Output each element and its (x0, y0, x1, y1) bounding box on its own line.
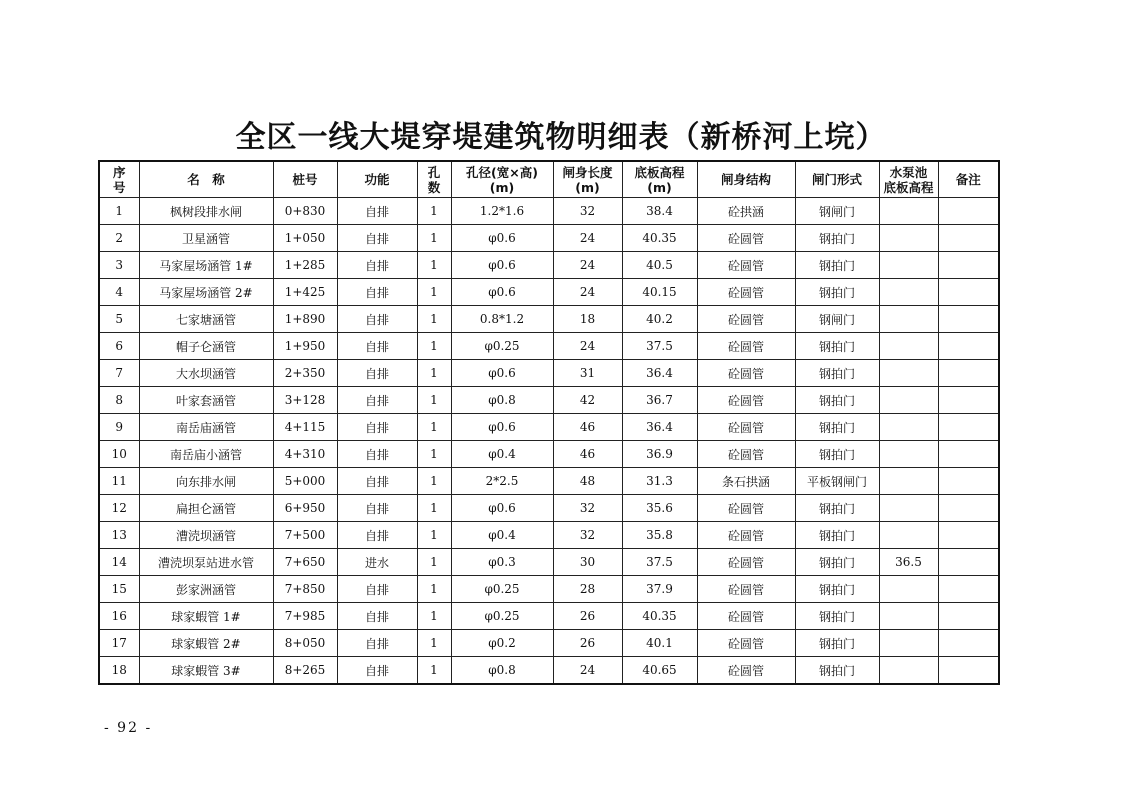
table-body (99, 198, 999, 685)
column-header-sublabel: (m) (647, 179, 672, 195)
column-header-label: 功能 (364, 172, 390, 187)
table-cell: 钢拍门 (795, 630, 879, 657)
table-cell: 4+115 (273, 414, 337, 441)
table-cell: 1 (417, 441, 451, 468)
table-cell (938, 387, 999, 414)
table-cell: 砼圆管 (697, 630, 795, 657)
table-cell: 30 (553, 549, 622, 576)
column-header-label: 备注 (955, 172, 981, 187)
table-cell: 24 (553, 279, 622, 306)
table-cell: 37.5 (622, 549, 697, 576)
table-cell: 31 (553, 360, 622, 387)
table-cell: 7+500 (273, 522, 337, 549)
table-row (99, 279, 999, 306)
table-cell: φ0.6 (451, 360, 553, 387)
table-cell: 40.5 (622, 252, 697, 279)
column-header (99, 161, 139, 198)
column-header-label: 孔 (427, 164, 441, 180)
table-cell: 26 (553, 630, 622, 657)
table-cell (879, 306, 938, 333)
table-cell: 38.4 (622, 198, 697, 225)
table-cell: 1 (417, 387, 451, 414)
table-cell (879, 414, 938, 441)
table-cell: 18 (99, 657, 139, 685)
column-header-label: 名 称 (187, 172, 225, 187)
table-cell (879, 198, 938, 225)
table-row (99, 468, 999, 495)
table-cell: 1 (417, 414, 451, 441)
table-cell: φ0.4 (451, 441, 553, 468)
page-title: 全区一线大堤穿堤建筑物明细表（新桥河上垸） (235, 120, 887, 155)
table-cell: 南岳庙小涵管 (139, 441, 273, 468)
table-cell: 自排 (337, 414, 417, 441)
table-cell (938, 198, 999, 225)
column-header-sublabel: 底板高程 (883, 179, 934, 195)
table-cell: 7 (99, 360, 139, 387)
table-cell (879, 225, 938, 252)
table-cell: 砼圆管 (697, 657, 795, 685)
table-row (99, 360, 999, 387)
table-cell: φ0.3 (451, 549, 553, 576)
table-row (99, 441, 999, 468)
table-cell: 9 (99, 414, 139, 441)
table-cell: 1 (417, 279, 451, 306)
column-header (553, 161, 622, 198)
table-cell (938, 306, 999, 333)
table-cell (938, 252, 999, 279)
table-cell: 5+000 (273, 468, 337, 495)
table-cell: 钢闸门 (795, 198, 879, 225)
table-cell: 28 (553, 576, 622, 603)
column-header (622, 161, 697, 198)
table-cell: φ0.8 (451, 387, 553, 414)
table-cell: 7+985 (273, 603, 337, 630)
table-cell: 七家塘涵管 (139, 306, 273, 333)
table-row (99, 603, 999, 630)
table-cell: 大水坝涵管 (139, 360, 273, 387)
table-cell (938, 441, 999, 468)
table-cell: 37.9 (622, 576, 697, 603)
table-cell: 6+950 (273, 495, 337, 522)
table-cell: 8 (99, 387, 139, 414)
table-cell: 砼圆管 (697, 225, 795, 252)
table-cell: 钢拍门 (795, 549, 879, 576)
table-cell: 球家蝦管 1# (139, 603, 273, 630)
table-cell: 2*2.5 (451, 468, 553, 495)
table-cell (938, 279, 999, 306)
table-cell: 35.6 (622, 495, 697, 522)
table-cell (938, 630, 999, 657)
table-cell: 条石拱涵 (697, 468, 795, 495)
table-cell: 24 (553, 225, 622, 252)
table-row (99, 225, 999, 252)
table-cell (938, 225, 999, 252)
table-cell: 40.65 (622, 657, 697, 685)
column-header-label: 水泵池 (889, 164, 928, 180)
table-cell: 42 (553, 387, 622, 414)
table-cell: 卫星涵管 (139, 225, 273, 252)
table-cell: 1 (417, 333, 451, 360)
table-cell: 4+310 (273, 441, 337, 468)
column-header-label: 序 (112, 164, 126, 180)
column-header-sublabel: (m) (489, 179, 515, 195)
table-cell: 自排 (337, 360, 417, 387)
table-cell (938, 657, 999, 685)
table-header-row (99, 161, 999, 198)
table-cell: 1 (417, 630, 451, 657)
table-cell (879, 603, 938, 630)
table-cell: φ0.6 (451, 279, 553, 306)
table-cell: 8+265 (273, 657, 337, 685)
table-cell: 1 (417, 252, 451, 279)
table-cell: 40.2 (622, 306, 697, 333)
table-cell: φ0.6 (451, 252, 553, 279)
table-cell: 砼圆管 (697, 603, 795, 630)
table-cell: 砼圆管 (697, 495, 795, 522)
table-cell (938, 495, 999, 522)
table-cell: 砼圆管 (697, 441, 795, 468)
table-cell: 砼圆管 (697, 576, 795, 603)
table-cell: 球家蝦管 2# (139, 630, 273, 657)
table-cell: 自排 (337, 630, 417, 657)
table-cell: 16 (99, 603, 139, 630)
column-header-label: 闸门形式 (811, 172, 862, 187)
table-cell: 1+950 (273, 333, 337, 360)
table-cell: 自排 (337, 441, 417, 468)
table-cell: 漕涜坝涵管 (139, 522, 273, 549)
table-cell: 26 (553, 603, 622, 630)
table-cell (879, 387, 938, 414)
column-header (938, 161, 999, 198)
table-cell: 1+890 (273, 306, 337, 333)
table-cell: 1 (99, 198, 139, 225)
table-cell: 钢拍门 (795, 657, 879, 685)
table-cell: 自排 (337, 252, 417, 279)
table-cell: 进水 (337, 549, 417, 576)
table-cell (879, 630, 938, 657)
table-cell: 1+050 (273, 225, 337, 252)
table-cell: 钢拍门 (795, 603, 879, 630)
table-cell (879, 441, 938, 468)
table-cell: 2+350 (273, 360, 337, 387)
table-cell (879, 576, 938, 603)
table-cell: 24 (553, 252, 622, 279)
table-cell: 13 (99, 522, 139, 549)
table-cell (879, 360, 938, 387)
table-row (99, 306, 999, 333)
table-cell: 1 (417, 468, 451, 495)
table-cell: 1 (417, 522, 451, 549)
column-header-label: 孔径(宽×高) (466, 164, 538, 180)
table-cell: 32 (553, 198, 622, 225)
table-cell: 32 (553, 522, 622, 549)
table-cell: 自排 (337, 306, 417, 333)
table-cell: 1 (417, 603, 451, 630)
table-row (99, 657, 999, 685)
table-cell: 3+128 (273, 387, 337, 414)
table-cell: 砼拱涵 (697, 198, 795, 225)
table-cell: 扁担仑涵管 (139, 495, 273, 522)
table-cell: 钢拍门 (795, 387, 879, 414)
table-cell: 钢拍门 (795, 360, 879, 387)
table-cell: 钢拍门 (795, 495, 879, 522)
table-cell: 4 (99, 279, 139, 306)
column-header-sublabel: 数 (427, 179, 441, 195)
table-cell: 砼圆管 (697, 414, 795, 441)
table-cell: 球家蝦管 3# (139, 657, 273, 685)
table-cell: φ0.6 (451, 225, 553, 252)
table-cell (938, 414, 999, 441)
table-cell (938, 468, 999, 495)
table-cell: 枫树段排水闸 (139, 198, 273, 225)
table-cell: 叶家套涵管 (139, 387, 273, 414)
table-cell: φ0.8 (451, 657, 553, 685)
table-cell: 5 (99, 306, 139, 333)
table-cell: 31.3 (622, 468, 697, 495)
table-cell: 钢拍门 (795, 522, 879, 549)
table-cell: 17 (99, 630, 139, 657)
table-row (99, 522, 999, 549)
table-cell: 钢拍门 (795, 225, 879, 252)
table-row (99, 576, 999, 603)
column-header (879, 161, 938, 198)
table-cell: 钢拍门 (795, 252, 879, 279)
table-cell: 24 (553, 657, 622, 685)
table-cell: 18 (553, 306, 622, 333)
table-cell: 37.5 (622, 333, 697, 360)
table-cell: 46 (553, 441, 622, 468)
column-header-label: 闸身长度 (562, 164, 613, 180)
table-cell: 自排 (337, 198, 417, 225)
column-header (139, 161, 273, 198)
column-header-label: 闸身结构 (720, 172, 771, 187)
table-cell (879, 279, 938, 306)
table-cell: 40.15 (622, 279, 697, 306)
table-cell: 1+285 (273, 252, 337, 279)
table-cell: φ0.4 (451, 522, 553, 549)
table-cell (938, 522, 999, 549)
table-cell: 40.35 (622, 225, 697, 252)
table-cell (938, 576, 999, 603)
table-cell: 36.5 (879, 549, 938, 576)
table-cell: 1 (417, 657, 451, 685)
table-cell: 15 (99, 576, 139, 603)
table-row (99, 414, 999, 441)
table-cell: 0+830 (273, 198, 337, 225)
table-cell: 10 (99, 441, 139, 468)
table-row (99, 387, 999, 414)
table-cell: 2 (99, 225, 139, 252)
table-cell: 砼圆管 (697, 360, 795, 387)
table-cell (938, 333, 999, 360)
table-cell: 32 (553, 495, 622, 522)
table-cell: 1 (417, 198, 451, 225)
table-row (99, 252, 999, 279)
table-row (99, 630, 999, 657)
table-cell: 24 (553, 333, 622, 360)
table-cell: 12 (99, 495, 139, 522)
table-cell: 南岳庙涵管 (139, 414, 273, 441)
table-cell: φ0.25 (451, 603, 553, 630)
table-cell: 自排 (337, 279, 417, 306)
column-header-sublabel: (m) (575, 179, 600, 195)
table-cell: 46 (553, 414, 622, 441)
table-cell: 钢拍门 (795, 441, 879, 468)
table-cell: 钢拍门 (795, 576, 879, 603)
table-cell: 1 (417, 306, 451, 333)
table-cell: 0.8*1.2 (451, 306, 553, 333)
table-cell: 砼圆管 (697, 549, 795, 576)
table-cell: 自排 (337, 495, 417, 522)
table-cell: 3 (99, 252, 139, 279)
table-cell (879, 495, 938, 522)
table-cell: 自排 (337, 657, 417, 685)
table-cell: 14 (99, 549, 139, 576)
column-header-label: 底板高程 (634, 164, 685, 180)
table-cell: 砼圆管 (697, 333, 795, 360)
table-cell: 35.8 (622, 522, 697, 549)
table-cell: 平板钢闸门 (795, 468, 879, 495)
column-header-sublabel: 号 (112, 179, 126, 195)
table-cell (879, 468, 938, 495)
table-cell: 砼圆管 (697, 306, 795, 333)
table-cell (938, 549, 999, 576)
table-row (99, 198, 999, 225)
table-cell (938, 603, 999, 630)
table-cell: 自排 (337, 333, 417, 360)
table-cell: φ0.6 (451, 495, 553, 522)
column-header (697, 161, 795, 198)
table-cell: 7+650 (273, 549, 337, 576)
table-cell: 7+850 (273, 576, 337, 603)
table-cell (879, 252, 938, 279)
table-cell: 1 (417, 225, 451, 252)
table-cell: 向东排水闸 (139, 468, 273, 495)
table-cell (879, 522, 938, 549)
table-cell: 36.9 (622, 441, 697, 468)
table-cell (879, 333, 938, 360)
table-cell: 40.35 (622, 603, 697, 630)
table-cell: 砼圆管 (697, 279, 795, 306)
table-cell: 6 (99, 333, 139, 360)
table-row (99, 495, 999, 522)
table-cell: φ0.25 (451, 576, 553, 603)
table-cell: 马家屋场涵管 2# (139, 279, 273, 306)
table-cell: 自排 (337, 468, 417, 495)
page-number: - 92 - (104, 720, 153, 736)
table-cell: 1 (417, 549, 451, 576)
table-cell: 11 (99, 468, 139, 495)
table-cell: 36.4 (622, 360, 697, 387)
table-cell: 8+050 (273, 630, 337, 657)
table-cell: 砼圆管 (697, 252, 795, 279)
table-cell: 1 (417, 576, 451, 603)
table-cell (938, 360, 999, 387)
table-cell: 自排 (337, 387, 417, 414)
table-cell: 自排 (337, 576, 417, 603)
table-cell: 自排 (337, 603, 417, 630)
table-cell: 砼圆管 (697, 522, 795, 549)
column-header (417, 161, 451, 198)
table-cell: 48 (553, 468, 622, 495)
table-cell (879, 657, 938, 685)
table-row (99, 333, 999, 360)
table-cell: φ0.6 (451, 414, 553, 441)
table-cell: 彭家洲涵管 (139, 576, 273, 603)
table-cell: 自排 (337, 522, 417, 549)
table-cell: 砼圆管 (697, 387, 795, 414)
column-header (451, 161, 553, 198)
column-header-label: 桩号 (292, 172, 318, 187)
table-cell: 自排 (337, 225, 417, 252)
structures-table (98, 160, 1000, 685)
table-cell: 漕涜坝泵站进水管 (139, 549, 273, 576)
table-cell: 钢拍门 (795, 333, 879, 360)
table-cell: 40.1 (622, 630, 697, 657)
table-cell: φ0.2 (451, 630, 553, 657)
column-header (273, 161, 337, 198)
table-cell: 1.2*1.6 (451, 198, 553, 225)
table-cell: 36.4 (622, 414, 697, 441)
table-cell: 1 (417, 360, 451, 387)
table-cell: 帽子仑涵管 (139, 333, 273, 360)
table-cell: 马家屋场涵管 1# (139, 252, 273, 279)
column-header (795, 161, 879, 198)
table-cell: 1+425 (273, 279, 337, 306)
table-cell: φ0.25 (451, 333, 553, 360)
table-cell: 钢拍门 (795, 414, 879, 441)
table-cell: 钢拍门 (795, 279, 879, 306)
column-header (337, 161, 417, 198)
table-cell: 36.7 (622, 387, 697, 414)
table-cell: 1 (417, 495, 451, 522)
table-row (99, 549, 999, 576)
table-cell: 钢闸门 (795, 306, 879, 333)
